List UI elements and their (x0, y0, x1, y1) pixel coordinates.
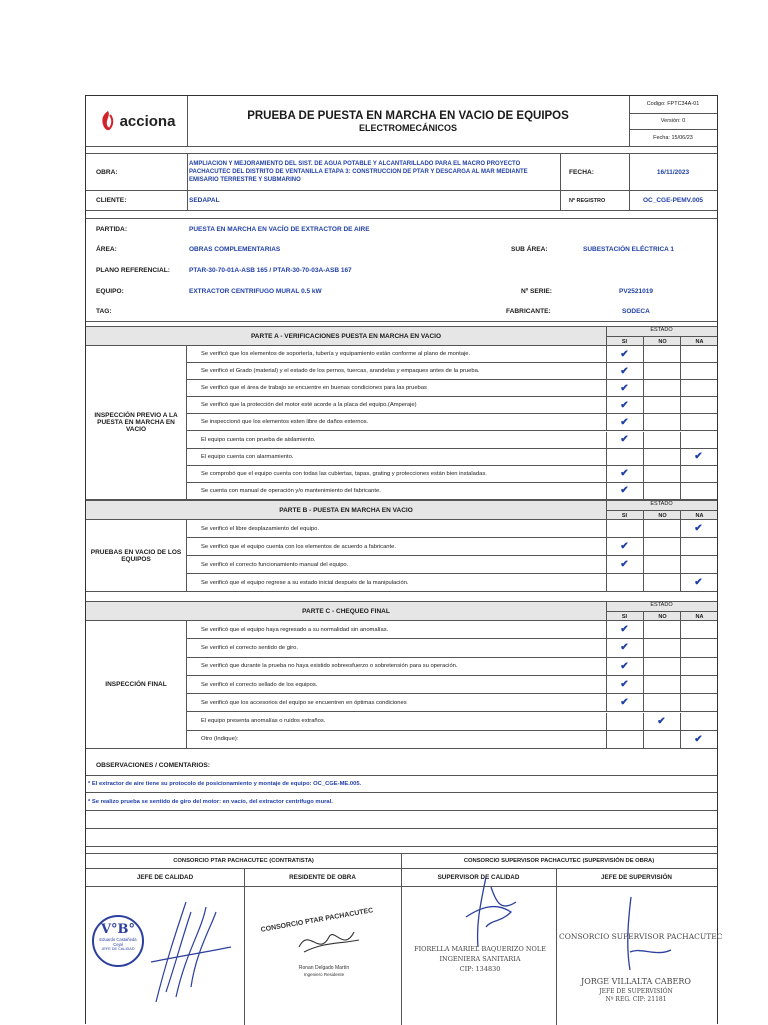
check-si[interactable]: ✔ (620, 697, 629, 709)
observaciones-row (86, 755, 717, 775)
part_b-col-na: NA (680, 510, 718, 521)
checklist-item-text: Se cuenta con manual de operación y/o mantenimiento del fabricante. (201, 487, 381, 494)
document-subtitle: ELECTROMECÁNICOS (358, 122, 457, 133)
checklist-row (187, 676, 717, 694)
part_b-estado-label: ESTADO (606, 501, 717, 511)
checklist-row (187, 621, 717, 639)
residente-label: RESIDENTE DE OBRA (289, 874, 356, 881)
supervisor-calidad-name: FIORELLA MARIEL BAQUERIZO NOLE (414, 945, 546, 953)
part_b-col-si: SI (621, 512, 628, 519)
check-si[interactable] (606, 520, 643, 537)
check-na[interactable] (680, 713, 717, 730)
check-na[interactable] (680, 483, 717, 499)
part_a-group-label: INSPECCIÓN PREVIO A LA PUESTA EN MARCHA EN VACIO (86, 346, 187, 500)
part_c-title-row (86, 601, 717, 621)
check-si[interactable]: ✔ (620, 559, 629, 570)
jefe-calidad-label: JEFE DE CALIDAD (136, 874, 194, 881)
checklist-item-text: Se verificó que los accesorios del equipo se encuentren en óptimas condiciones (201, 699, 407, 706)
observacion-1-row (86, 775, 717, 793)
checklist-item-text: Se verificó el libre desplazamiento del equipo. (201, 525, 319, 532)
part_b-title-row (86, 500, 717, 520)
checklist-item-text: Otro (Indique): (201, 736, 239, 743)
check-na[interactable]: ✔ (694, 577, 703, 588)
check-si[interactable]: ✔ (620, 468, 629, 480)
part_a-title-row (86, 326, 717, 346)
plano-label: PLANO REFERENCIAL: (96, 267, 170, 274)
checklist-item-text: Se verificó que la protección del motor esté acorde a la placa del equipo.(Amperaje) (201, 402, 417, 409)
check-na[interactable] (680, 432, 717, 448)
check-na[interactable] (680, 639, 717, 656)
observacion-2: * Se realizo prueba se sentido de giro del motor: en vacío, del extractor centrifugo mural. (88, 798, 333, 805)
tag-row (86, 302, 717, 322)
doc-code: Codigo: FPTC34A-01 (629, 96, 717, 114)
checklist-row (187, 520, 717, 538)
residente-signature-cell (244, 887, 401, 1025)
part_c-col-no: NO (643, 611, 681, 622)
equipo-value: EXTRACTOR CENTRIFUGO MURAL 0.5 kW (189, 288, 322, 295)
check-si[interactable]: ✔ (620, 382, 629, 394)
doc-meta (629, 96, 717, 146)
tag-label: TAG: (96, 308, 112, 315)
part_c-col-si: SI (621, 613, 628, 620)
cliente-row (86, 191, 717, 211)
supervisor-calidad-signature-cell (401, 887, 556, 1025)
residente-role: Ingeniero Residente (303, 972, 345, 977)
logo (86, 96, 187, 146)
check-no[interactable] (643, 574, 680, 591)
check-si[interactable]: ✔ (620, 399, 629, 411)
checklist-item-text: Se verificó que el equipo regrese a su estado inicial después de la manipulación. (201, 579, 409, 586)
check-no[interactable]: ✔ (657, 715, 666, 727)
supervisor-company-stamp: CONSORCIO SUPERVISOR PACHACUTEC (559, 932, 723, 941)
checklist-item-text: Se verificó que el equipo cuenta con los elementos de acuerdo a fabricante. (201, 543, 396, 550)
part_a-col-no: NO (643, 336, 681, 347)
equipo-label: EQUIPO: (96, 288, 124, 295)
checklist-item-text: Se verificó el correcto sentido de giro. (201, 644, 298, 651)
signature-area-row (86, 887, 723, 1025)
plano-value: PTAR-30-70-01A-ASB 165 / PTAR-30-70-03A-ASB 167 (189, 267, 352, 274)
residente-company-stamp: CONSORCIO PTAR PACHACUTEC (260, 907, 374, 934)
jefe-supervision-label: JEFE DE SUPERVISIÓN (601, 874, 672, 881)
checklist-row (187, 414, 717, 431)
check-na[interactable]: ✔ (694, 733, 703, 745)
partida-value: PUESTA EN MARCHA EN VACÍO DE EXTRACTOR DE AIRE (189, 225, 370, 233)
checklist-row (187, 380, 717, 397)
checklist-row (187, 731, 717, 749)
observacion-2-row (86, 793, 717, 811)
check-si[interactable]: ✔ (620, 541, 629, 552)
check-no[interactable] (643, 694, 680, 711)
registro-value: OC_CGE-PEMV.005 (642, 197, 704, 204)
fecha-label: FECHA: (569, 168, 594, 176)
check-no[interactable] (643, 556, 680, 573)
subarea-value: SUBESTACIÓN ELÉCTRICA 1 (583, 246, 675, 253)
supervisor-calidad-role: INGENIERA SANITARIA (439, 955, 521, 963)
check-si[interactable]: ✔ (620, 348, 629, 360)
check-na[interactable]: ✔ (694, 451, 703, 463)
check-na[interactable] (680, 380, 717, 396)
checklist-item-text: Se inspeccionó que los elementos esten libre de daños externos. (201, 419, 369, 426)
checklist-item-text: Se verificó que el área de trabajo se encuentre en buenas condiciones para las pruebas (201, 385, 427, 392)
checklist-row (187, 432, 717, 449)
check-no[interactable] (643, 363, 680, 379)
checklist-row (187, 483, 717, 500)
check-na[interactable] (680, 556, 717, 573)
equipo-row (86, 281, 717, 302)
check-si[interactable]: ✔ (620, 416, 629, 428)
signature-role-row (86, 869, 717, 887)
checklist-item-text: El equipo cuenta con alarmamiento. (201, 453, 294, 460)
checklist-row (187, 449, 717, 466)
check-na[interactable] (680, 346, 717, 362)
check-si[interactable]: ✔ (620, 679, 629, 691)
part_c-group-label: INSPECCIÓN FINAL (86, 621, 187, 749)
check-no[interactable] (643, 731, 680, 748)
check-na[interactable] (680, 676, 717, 693)
checklist-row (187, 538, 717, 556)
check-na[interactable] (680, 658, 717, 675)
part_b-col-no: NO (643, 510, 681, 521)
contratista-label: CONSORCIO PTAR PACHACUTEC (CONTRATISTA) (173, 858, 314, 864)
checklist-row (187, 556, 717, 574)
check-na[interactable] (680, 694, 717, 711)
check-no[interactable] (643, 483, 680, 499)
supervisor-calidad-cip: CIP: 134830 (459, 965, 501, 973)
residente-name: Ronan Delgado Martín (298, 965, 350, 971)
part_b-group-label: PRUEBAS EN VACIO DE LOS EQUIPOS (86, 520, 187, 592)
observacion-3-row (86, 811, 717, 829)
checklist-row (187, 466, 717, 483)
checklist-row (187, 397, 717, 414)
check-na[interactable]: ✔ (694, 523, 703, 534)
checklist-row (187, 363, 717, 380)
tag-value (189, 302, 489, 321)
supervisor-label: CONSORCIO SUPERVISOR PACHACUTEC (SUPERVISIÓN DE OBRA) (463, 858, 655, 864)
checklist-row (187, 658, 717, 676)
fecha-value: 16/11/2023 (656, 168, 690, 176)
jefe-supervision-role: JEFE DE SUPERVISIÓN (599, 988, 673, 995)
check-no[interactable] (643, 346, 680, 362)
checklist-row (187, 639, 717, 657)
part_c-col-na: NA (680, 611, 718, 622)
check-no[interactable] (643, 432, 680, 448)
fabricante-value: SODECA (622, 308, 650, 315)
check-si[interactable]: ✔ (620, 624, 629, 636)
spacer (86, 147, 717, 154)
obra-row (86, 154, 717, 191)
observacion-4-row (86, 829, 717, 847)
subarea-label: SUB ÁREA: (511, 246, 548, 253)
check-na[interactable] (680, 363, 717, 379)
check-no[interactable] (643, 676, 680, 693)
spacer-2 (86, 211, 717, 219)
doc-date: Fecha: 15/06/23 (653, 135, 693, 142)
form-sheet (85, 95, 723, 1024)
check-si[interactable]: ✔ (620, 485, 629, 497)
part_a-estado-label: ESTADO (606, 327, 717, 337)
signature-company-row (86, 853, 717, 869)
observacion-1: * El extractor de aire tiene su protocolo de posicionamiento y montaje de equipo: OC_CGE-ME.005. (88, 781, 362, 787)
check-na[interactable] (680, 538, 717, 555)
check-si[interactable]: ✔ (620, 642, 629, 654)
check-si[interactable] (606, 731, 643, 748)
supervisor-calidad-label: SUPERVISOR DE CALIDAD (437, 874, 520, 881)
jefe-calidad-signature-cell (86, 887, 244, 1025)
partida-label: PARTIDA: (96, 225, 128, 233)
area-label: ÁREA: (96, 246, 117, 253)
part_c-title: PARTE C - CHEQUEO FINAL (302, 607, 390, 615)
jefe-supervision-signature-icon (616, 892, 676, 972)
fabricante-label: FABRICANTE: (506, 308, 551, 315)
checklist-item-text: Se verificó el correcto funcionamiento manual del equipo. (201, 561, 349, 568)
stamp-role: JEFE DE CALIDAD (101, 947, 135, 951)
checklist-item-text: Se verificó el correcto sellado de los equipos. (201, 681, 318, 688)
checklist-item-text: Se comprobó que el equipo cuenta con todas las cubiertas, tapas, grating y protecciones están bien instaladas. (201, 470, 487, 477)
jefe-supervision-name: JORGE VILLALTA CABERO (581, 977, 691, 986)
vobo-stamp (92, 915, 144, 967)
check-no[interactable] (643, 380, 680, 396)
check-na[interactable] (680, 466, 717, 482)
check-na[interactable] (680, 414, 717, 430)
part_a-col-si: SI (621, 338, 628, 345)
plano-row (86, 260, 717, 281)
document-title: PRUEBA DE PUESTA EN MARCHA EN VACIO DE EQUIPOS (247, 109, 569, 122)
check-no[interactable] (643, 449, 680, 465)
checklist-item-text: El equipo cuenta con prueba de aislamiento. (201, 436, 316, 443)
check-na[interactable] (680, 621, 717, 638)
obra-label: OBRA: (96, 168, 118, 176)
check-si[interactable] (606, 449, 643, 465)
part_c-estado-label: ESTADO (606, 602, 717, 612)
residente-signature-icon (294, 922, 364, 962)
checklist-item-text: Se verificó el Grado (material) y el estado de los pernos, tuercas, arandelas y empaques antes de la prueba. (201, 368, 480, 375)
check-no[interactable] (643, 658, 680, 675)
title-block (187, 96, 629, 146)
checklist-row (187, 346, 717, 363)
serie-label: Nº SERIE: (521, 288, 552, 295)
checklist-item-text: Se verificó que el equipo haya regresado a su normalidad sin anomalías. (201, 626, 389, 633)
check-si[interactable]: ✔ (620, 434, 629, 446)
registro-label: Nº REGISTRO (569, 197, 606, 204)
check-no[interactable] (643, 639, 680, 656)
check-si[interactable] (606, 574, 643, 591)
serie-value: PV2521019 (619, 288, 653, 295)
cliente-value: SEDAPAL (189, 197, 220, 204)
check-no[interactable] (643, 538, 680, 555)
check-no[interactable] (643, 466, 680, 482)
jefe-supervision-cip: Nº REG. CIP: 21181 (605, 996, 667, 1003)
obra-value: AMPLIACION Y MEJORAMIENTO DEL SIST. DE AGUA POTABLE Y ALCANTARILLADO PARA EL MACRO PROYECTO PACHACUTEC DEL DISTRITO DE VENTANILLA ETAPA 3: CONSTRUCCION DE PTAR Y DESCARGA AL MAR MEDIANTE EMISARIO TERRESTRE Y SUBMARINO (189, 161, 528, 183)
check-si[interactable]: ✔ (620, 365, 629, 377)
checklist-item-text: Se verificó que durante la prueba no haya existido sobreesfuerzo o sobretensión para su operación. (201, 663, 458, 670)
cliente-label: CLIENTE: (96, 197, 127, 204)
check-si[interactable]: ✔ (620, 660, 629, 672)
part_b-title: PARTE B - PUESTA EN MARCHA EN VACIO (279, 506, 413, 514)
check-si[interactable] (606, 713, 643, 730)
partida-row (86, 219, 717, 239)
check-no[interactable] (643, 621, 680, 638)
jefe-supervision-signature-cell (556, 887, 723, 1025)
checklist-item-text: Se verificó que los elementos de soportería, tubería y equipamiento están conforme al plano de montaje. (201, 351, 471, 358)
observaciones-label: OBSERVACIONES / COMENTARIOS: (96, 761, 210, 769)
area-row (86, 239, 717, 260)
checklist-item-text: El equipo presenta anomalías o ruidos extraños. (201, 718, 326, 725)
acciona-logo-icon (98, 109, 118, 133)
stamp-vobo: V°B° (100, 922, 136, 937)
check-no[interactable] (643, 414, 680, 430)
stamp-name: Eduardo Castañeda Cejal (99, 937, 137, 947)
checklist-row (187, 694, 717, 712)
check-no[interactable] (643, 520, 680, 537)
header-row (86, 96, 717, 147)
check-na[interactable] (680, 397, 717, 413)
doc-version: Versión: 0 (629, 114, 717, 131)
checklist-row (187, 574, 717, 592)
part_a-col-na: NA (680, 336, 718, 347)
logo-text: acciona (119, 112, 176, 130)
area-value: OBRAS COMPLEMENTARIAS (189, 246, 281, 253)
part_a-title: PARTE A - VERIFICACIONES PUESTA EN MARCHA EN VACIO (250, 332, 442, 340)
jefe-calidad-signature-icon (146, 892, 236, 1012)
checklist-row (187, 713, 717, 731)
check-no[interactable] (643, 397, 680, 413)
